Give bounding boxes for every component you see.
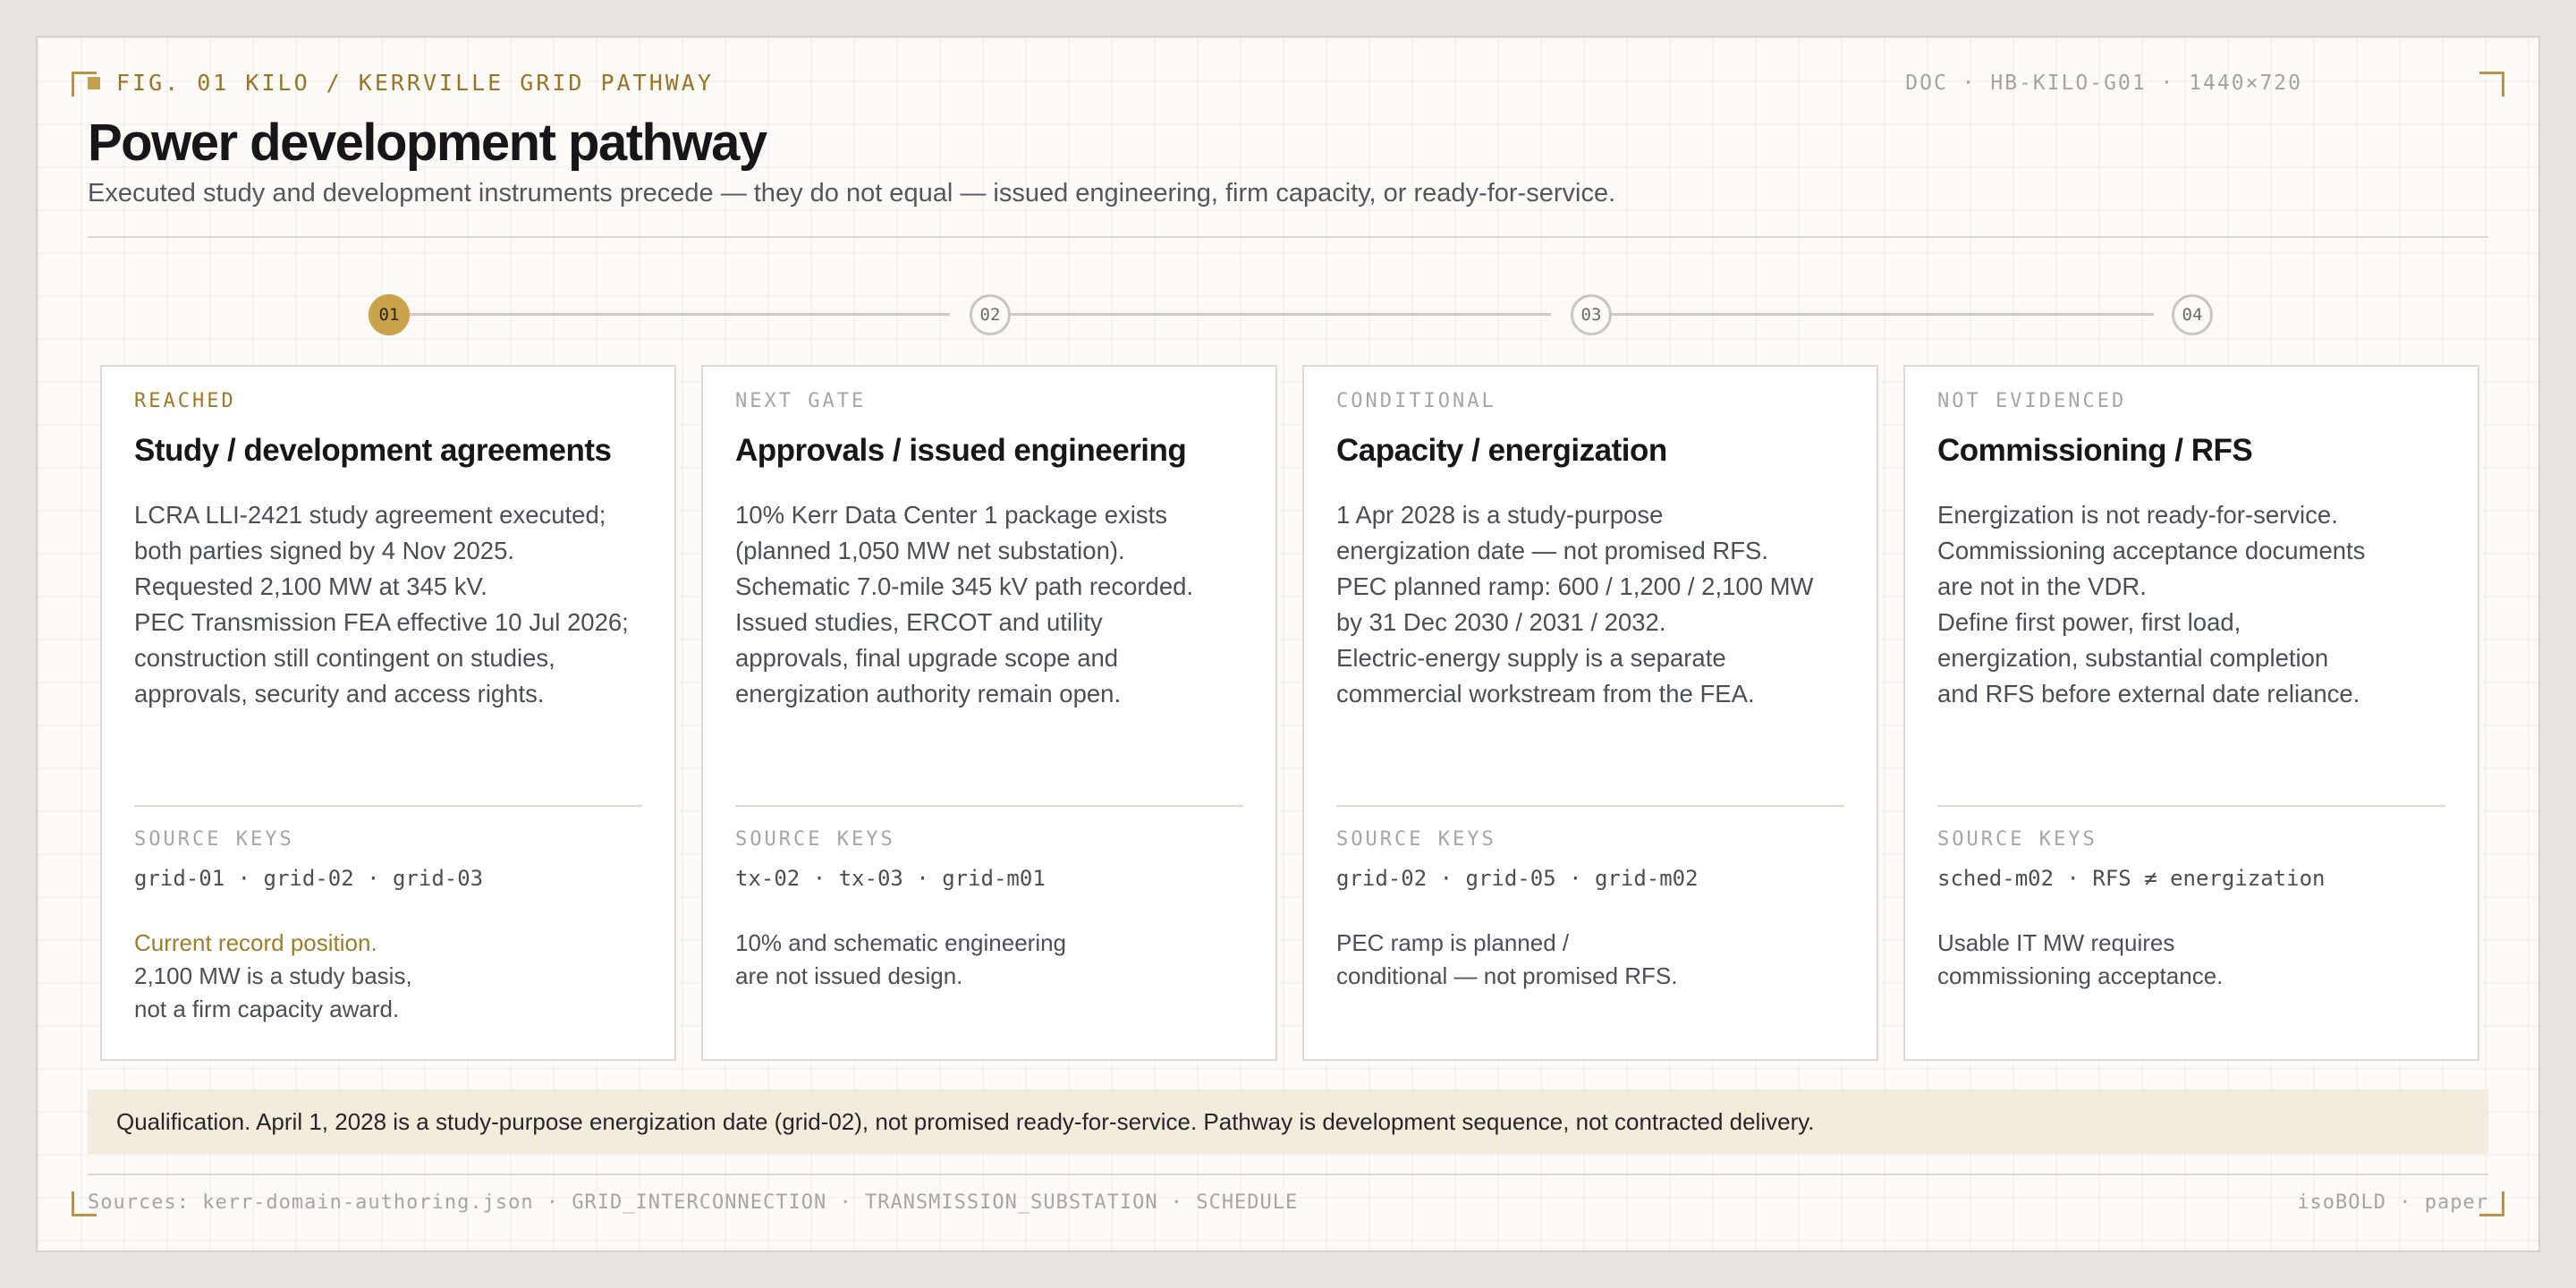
stage-body-line: Electric-energy supply is a separate [1336,644,1726,672]
timeline-connector-2 [991,313,1551,316]
timeline-connector-1 [390,313,950,316]
stage-card-commissioning [1903,365,2479,1061]
stage-body-line: by 31 Dec 2030 / 2031 / 2032. [1336,608,1666,636]
document-id: DOC · HB-KILO-G01 · 1440×720 [1905,72,2302,95]
stage-body-line: 1 Apr 2028 is a study-purpose [1336,501,1664,529]
stage-divider [1336,805,1844,807]
stage-body-line: approvals, final upgrade scope and [735,644,1119,672]
stage-body [735,497,1254,712]
stage-body-line: Energization is not ready-for-service. [1937,501,2338,529]
stage-note-line: 10% and schematic engineering [735,929,1067,956]
stage-note-line: 2,100 MW is a study basis, [134,962,412,989]
qualification-banner: Qualification. April 1, 2028 is a study-purpose energization date (grid-02), not promised ready-for-service. Pathway is development sequence, not contracted delivery. [88,1089,2488,1154]
stage-divider [1937,805,2445,807]
source-keys: tx-02 · tx-03 · grid-m01 [735,866,1046,891]
source-keys: sched-m02 · RFS ≠ energization [1937,866,2326,891]
stage-note-line: commissioning acceptance. [1937,962,2224,989]
stage-body [1937,497,2456,712]
stage-card-capacity [1302,365,1878,1061]
stage-divider [735,805,1243,807]
footer-divider [88,1174,2488,1175]
stage-note-line: Usable IT MW requires [1937,929,2175,956]
stage-note [1336,927,1678,993]
stage-body-line: energization date — not promised RFS. [1336,537,1769,564]
stage-title: Approvals / issued engineering [735,433,1187,468]
stage-body-line: Issued studies, ERCOT and utility [735,608,1103,636]
stage-body-line: Define first power, first load, [1937,608,2241,636]
stage-divider [134,805,642,807]
source-keys-label: SOURCE KEYS [134,828,294,851]
source-keys-label: SOURCE KEYS [1937,828,2097,851]
stage-title: Study / development agreements [134,433,612,468]
figure-label-text: FIG. 01 KILO / KERRVILLE GRID PATHWAY [116,70,714,96]
stage-note-line: PEC ramp is planned / [1336,929,1570,956]
stage-status: REACHED [134,390,236,412]
stage-note-accent: Current record position. [134,929,377,956]
timeline-step-1: 01 [369,294,410,335]
stage-status: NEXT GATE [735,390,867,412]
stage-body-line: both parties signed by 4 Nov 2025. [134,537,515,564]
stage-card-approvals [701,365,1277,1061]
stage-status: NOT EVIDENCED [1937,390,2127,412]
stage-title: Commissioning / RFS [1937,433,2253,468]
stage-body-line: Commissioning acceptance documents [1937,537,2366,564]
stage-body-line: energization authority remain open. [735,680,1122,708]
source-keys: grid-02 · grid-05 · grid-m02 [1336,866,1699,891]
stage-body-line: approvals, security and access rights. [134,680,545,708]
stage-body [1336,497,1855,712]
stage-body-line: and RFS before external date reliance. [1937,680,2360,708]
stage-card-study [100,365,676,1061]
stage-body-line: PEC planned ramp: 600 / 1,200 / 2,100 MW [1336,572,1814,600]
source-keys-label: SOURCE KEYS [1336,828,1496,851]
figure-label [88,70,714,96]
source-keys-label: SOURCE KEYS [735,828,895,851]
brand-mark: isoBOLD · paper [2297,1191,2488,1214]
stage-note-line: conditional — not promised RFS. [1336,962,1678,989]
stage-body-line: energization, substantial completion [1937,644,2329,672]
header-divider [88,236,2488,238]
page-title: Power development pathway [88,114,767,172]
stage-body-line: Requested 2,100 MW at 345 kV. [134,572,487,600]
stage-note-line: not a firm capacity award. [134,996,400,1022]
stage-body [134,497,653,712]
stage-body-line: construction still contingent on studies, [134,644,555,672]
timeline-step-4: 04 [2172,294,2213,335]
timeline-step-2: 02 [970,294,1011,335]
stage-body-line: Schematic 7.0-mile 345 kV path recorded. [735,572,1194,600]
timeline-step-3: 03 [1571,294,1612,335]
figure-sheet [36,36,2540,1252]
stage-body-line: are not in the VDR. [1937,572,2147,600]
source-keys: grid-01 · grid-02 · grid-03 [134,866,484,891]
sources-footnote: Sources: kerr-domain-authoring.json · GRID_INTERCONNECTION · TRANSMISSION_SUBSTATION · SCHEDULE [88,1191,1299,1214]
stage-body-line: PEC Transmission FEA effective 10 Jul 2026; [134,608,629,636]
page-subtitle: Executed study and development instruments precede — they do not equal — issued engineering, firm capacity, or ready-for-service. [88,179,1616,208]
stage-note-line: are not issued design. [735,962,963,989]
stage-note [1937,927,2223,993]
stage-note [735,927,1066,993]
stage-status: CONDITIONAL [1336,390,1496,412]
corner-mark-top-right [2479,72,2504,97]
timeline-connector-3 [1592,313,2154,316]
stage-title: Capacity / energization [1336,433,1667,468]
stage-note [134,927,412,1026]
stage-body-line: LCRA LLI-2421 study agreement executed; [134,501,606,529]
stage-body-line: (planned 1,050 MW net substation). [735,537,1125,564]
stage-body-line: commercial workstream from the FEA. [1336,680,1755,708]
figure-square-icon [88,77,100,89]
stage-body-line: 10% Kerr Data Center 1 package exists [735,501,1168,529]
